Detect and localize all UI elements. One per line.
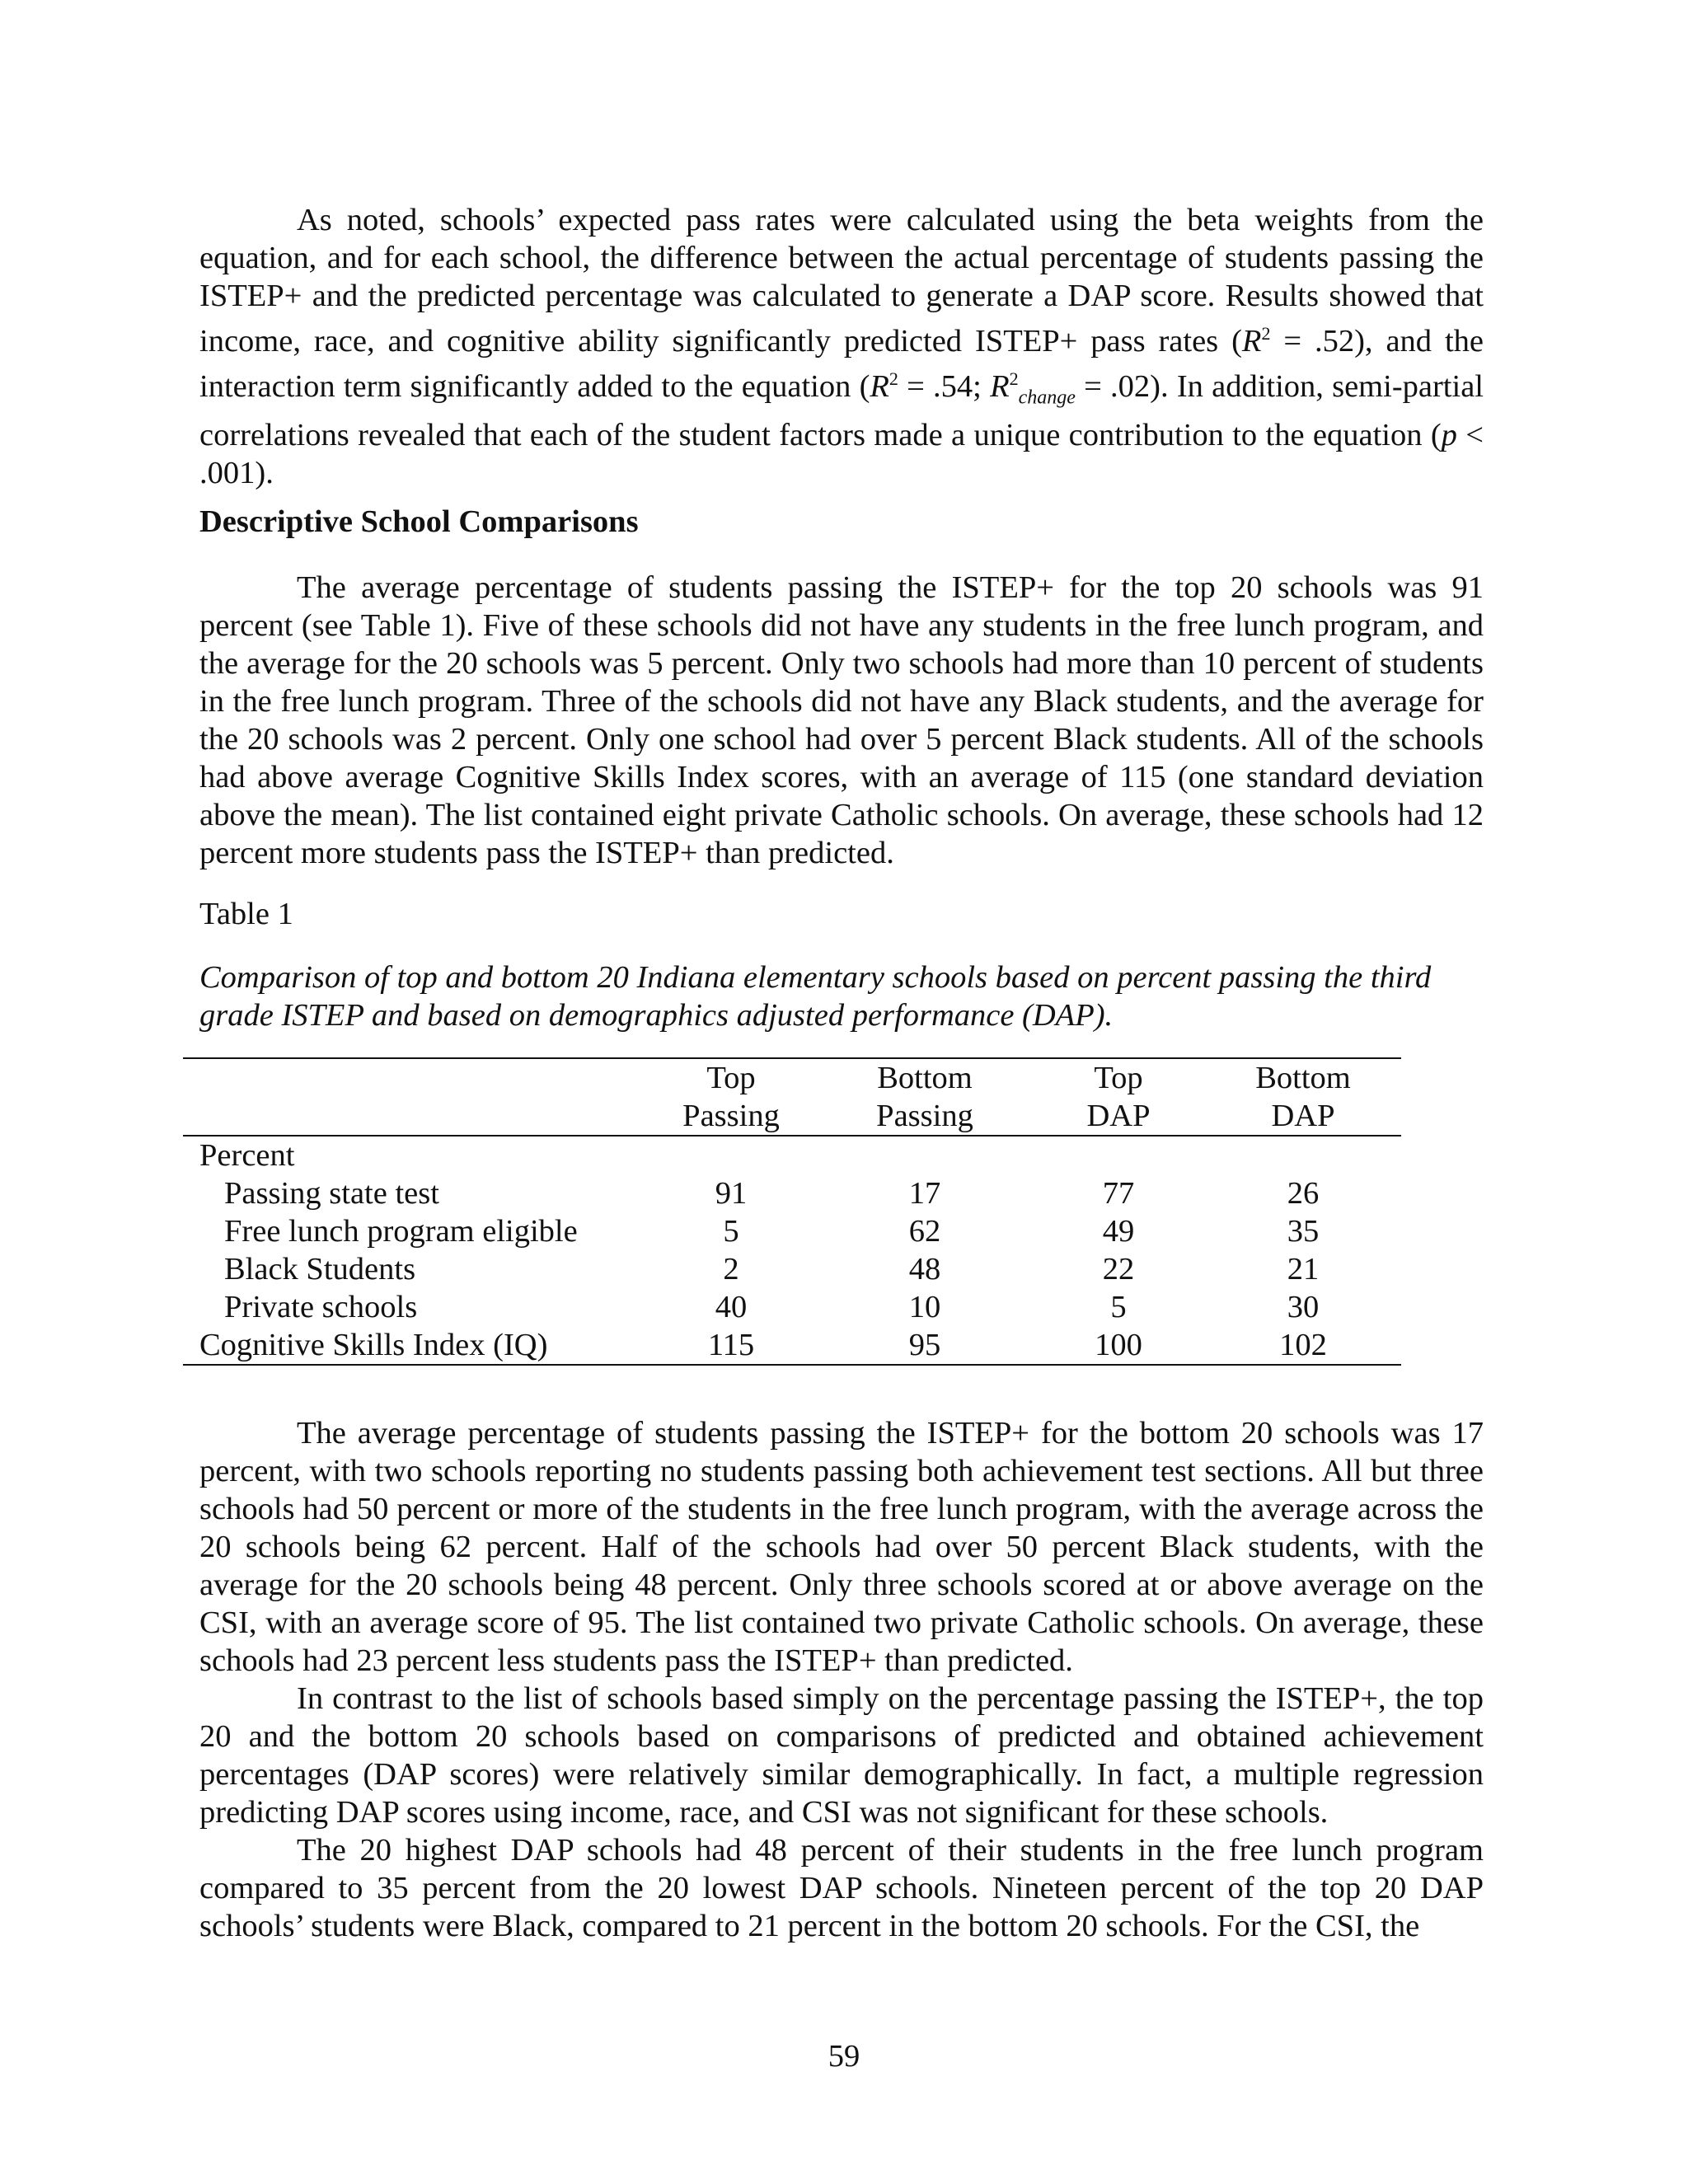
table-cell: 10 bbox=[908, 1290, 941, 1324]
table-cell: 26 bbox=[1287, 1176, 1320, 1211]
intro-paragraph: As noted, schools’ expected pass rates were calculated using the beta weights from the equation, and for each school, the difference between the actual percentage of students passing the ISTEP+ and the predicted percentage was calculated to generate a DAP score. Results showed that income, race, and cognitive ability significantly predicted ISTEP+ pass rates $(R^2 = .52)$, and the interaction term significantly added to the equation ($R^2 = .54$; $R^2_{change} = .02$). In addition, semi-partial correlations revealed that each of the student factors made a unique contribution to the equation (p < .001). bbox=[199, 203, 1484, 491]
results-paragraph: In contrast to the list of schools based simply on the percentage passing the ISTEP+, the top 20 and the bottom 20 schools based on comparisons of predicted and obtained achievement percentages (DAP scores) were relatively similar demographically. In fact, a multiple regression predicting DAP scores using income, race, and CSI was not significant for these schools. bbox=[199, 1681, 1484, 1830]
table-header-cell: Bottom DAP bbox=[1255, 1061, 1351, 1133]
table-label: Table 1 bbox=[199, 897, 293, 931]
table-row-label: Free lunch program eligible bbox=[224, 1214, 578, 1249]
table-cell: 21 bbox=[1287, 1252, 1320, 1286]
table-cell: 40 bbox=[715, 1290, 748, 1324]
descriptive-paragraph: The average percentage of students passing the ISTEP+ for the top 20 schools was 91 percent (see Table 1). Five of these schools did not have any students in the free lunch program, and the average for the 20 schools was 5 percent. Only two schools had more than 10 percent of students in the free lunch program. Three of the schools did not have any Black students, and the average for the 20 schools was 2 percent. Only one school had over 5 percent Black students. All of the schools had above average Cognitive Skills Index scores, with an average of 115 (one standard deviation above the mean). The list contained eight private Catholic schools. On average, these schools had 12 percent more students pass the ISTEP+ than predicted. bbox=[199, 570, 1484, 870]
table-cell: 62 bbox=[908, 1214, 941, 1249]
section-heading: Descriptive School Comparisons bbox=[199, 504, 639, 539]
intro-paragraph-block bbox=[199, 201, 1484, 492]
table-cell: 102 bbox=[1279, 1328, 1327, 1362]
table-cell: 91 bbox=[715, 1176, 748, 1211]
table-row-label: Cognitive Skills Index (IQ) bbox=[199, 1328, 548, 1362]
table-cell: 35 bbox=[1287, 1214, 1320, 1249]
table-header-cell: Bottom Passing bbox=[876, 1061, 973, 1133]
table-cell: 48 bbox=[908, 1252, 941, 1286]
table-header-cell: Top Passing bbox=[682, 1061, 780, 1133]
table-row-label: Black Students bbox=[224, 1252, 416, 1286]
table-header-blank bbox=[183, 1058, 645, 1136]
table-cell: 49 bbox=[1102, 1214, 1135, 1249]
table-cell: 5 bbox=[1110, 1290, 1127, 1324]
table-row-label: Private schools bbox=[224, 1290, 418, 1324]
table-row bbox=[183, 1174, 1401, 1212]
table-group-label: Percent bbox=[199, 1138, 295, 1173]
table-cell: 2 bbox=[723, 1252, 739, 1286]
table-row bbox=[183, 1288, 1401, 1326]
table-row bbox=[183, 1212, 1401, 1250]
results-paragraph: The average percentage of students passing the ISTEP+ for the bottom 20 schools was 17 percent, with two schools reporting no students passing both achievement test sections. All but three schools had 50 percent or more of the students in the free lunch program, with the average across the 20 schools being 62 percent. Half of the schools had over 50 percent Black students, with the average for the 20 schools being 48 percent. Only three schools scored at or above average on the CSI, with an average score of 95. The list contained two private Catholic schools. On average, these schools had 23 percent less students pass the ISTEP+ than predicted. bbox=[199, 1416, 1484, 1678]
table-header-row bbox=[183, 1058, 1401, 1136]
table-row-label: Passing state test bbox=[224, 1176, 439, 1211]
table-cell: 17 bbox=[908, 1176, 941, 1211]
table-cell: 5 bbox=[723, 1214, 739, 1249]
table-cell: 115 bbox=[707, 1328, 755, 1362]
table-group-row bbox=[183, 1136, 1401, 1174]
table-cell: 22 bbox=[1102, 1252, 1135, 1286]
table-cell: 77 bbox=[1102, 1176, 1135, 1211]
results-paragraph: The 20 highest DAP schools had 48 percent of their students in the free lunch program compared to 35 percent from the 20 lowest DAP schools. Nineteen percent of the top 20 DAP schools’ students were Black, compared to 21 percent in the bottom 20 schools. For the CSI, the bbox=[199, 1833, 1484, 1943]
page-number: 59 bbox=[828, 2039, 860, 2074]
table-caption: Comparison of top and bottom 20 Indiana elementary schools based on percent passing the third grade ISTEP and based on demographics adjusted performance (DAP). bbox=[199, 960, 1432, 1033]
comparison-table bbox=[183, 1057, 1401, 1366]
table-cell: 95 bbox=[908, 1328, 941, 1362]
descriptive-paragraph-block bbox=[199, 569, 1484, 872]
table-row bbox=[183, 1326, 1401, 1365]
table-header-cell: Top DAP bbox=[1086, 1061, 1151, 1133]
table-cell: 30 bbox=[1287, 1290, 1320, 1324]
results-paragraph-block bbox=[199, 1414, 1484, 1945]
table-cell: 100 bbox=[1095, 1328, 1142, 1362]
table-row bbox=[183, 1250, 1401, 1288]
